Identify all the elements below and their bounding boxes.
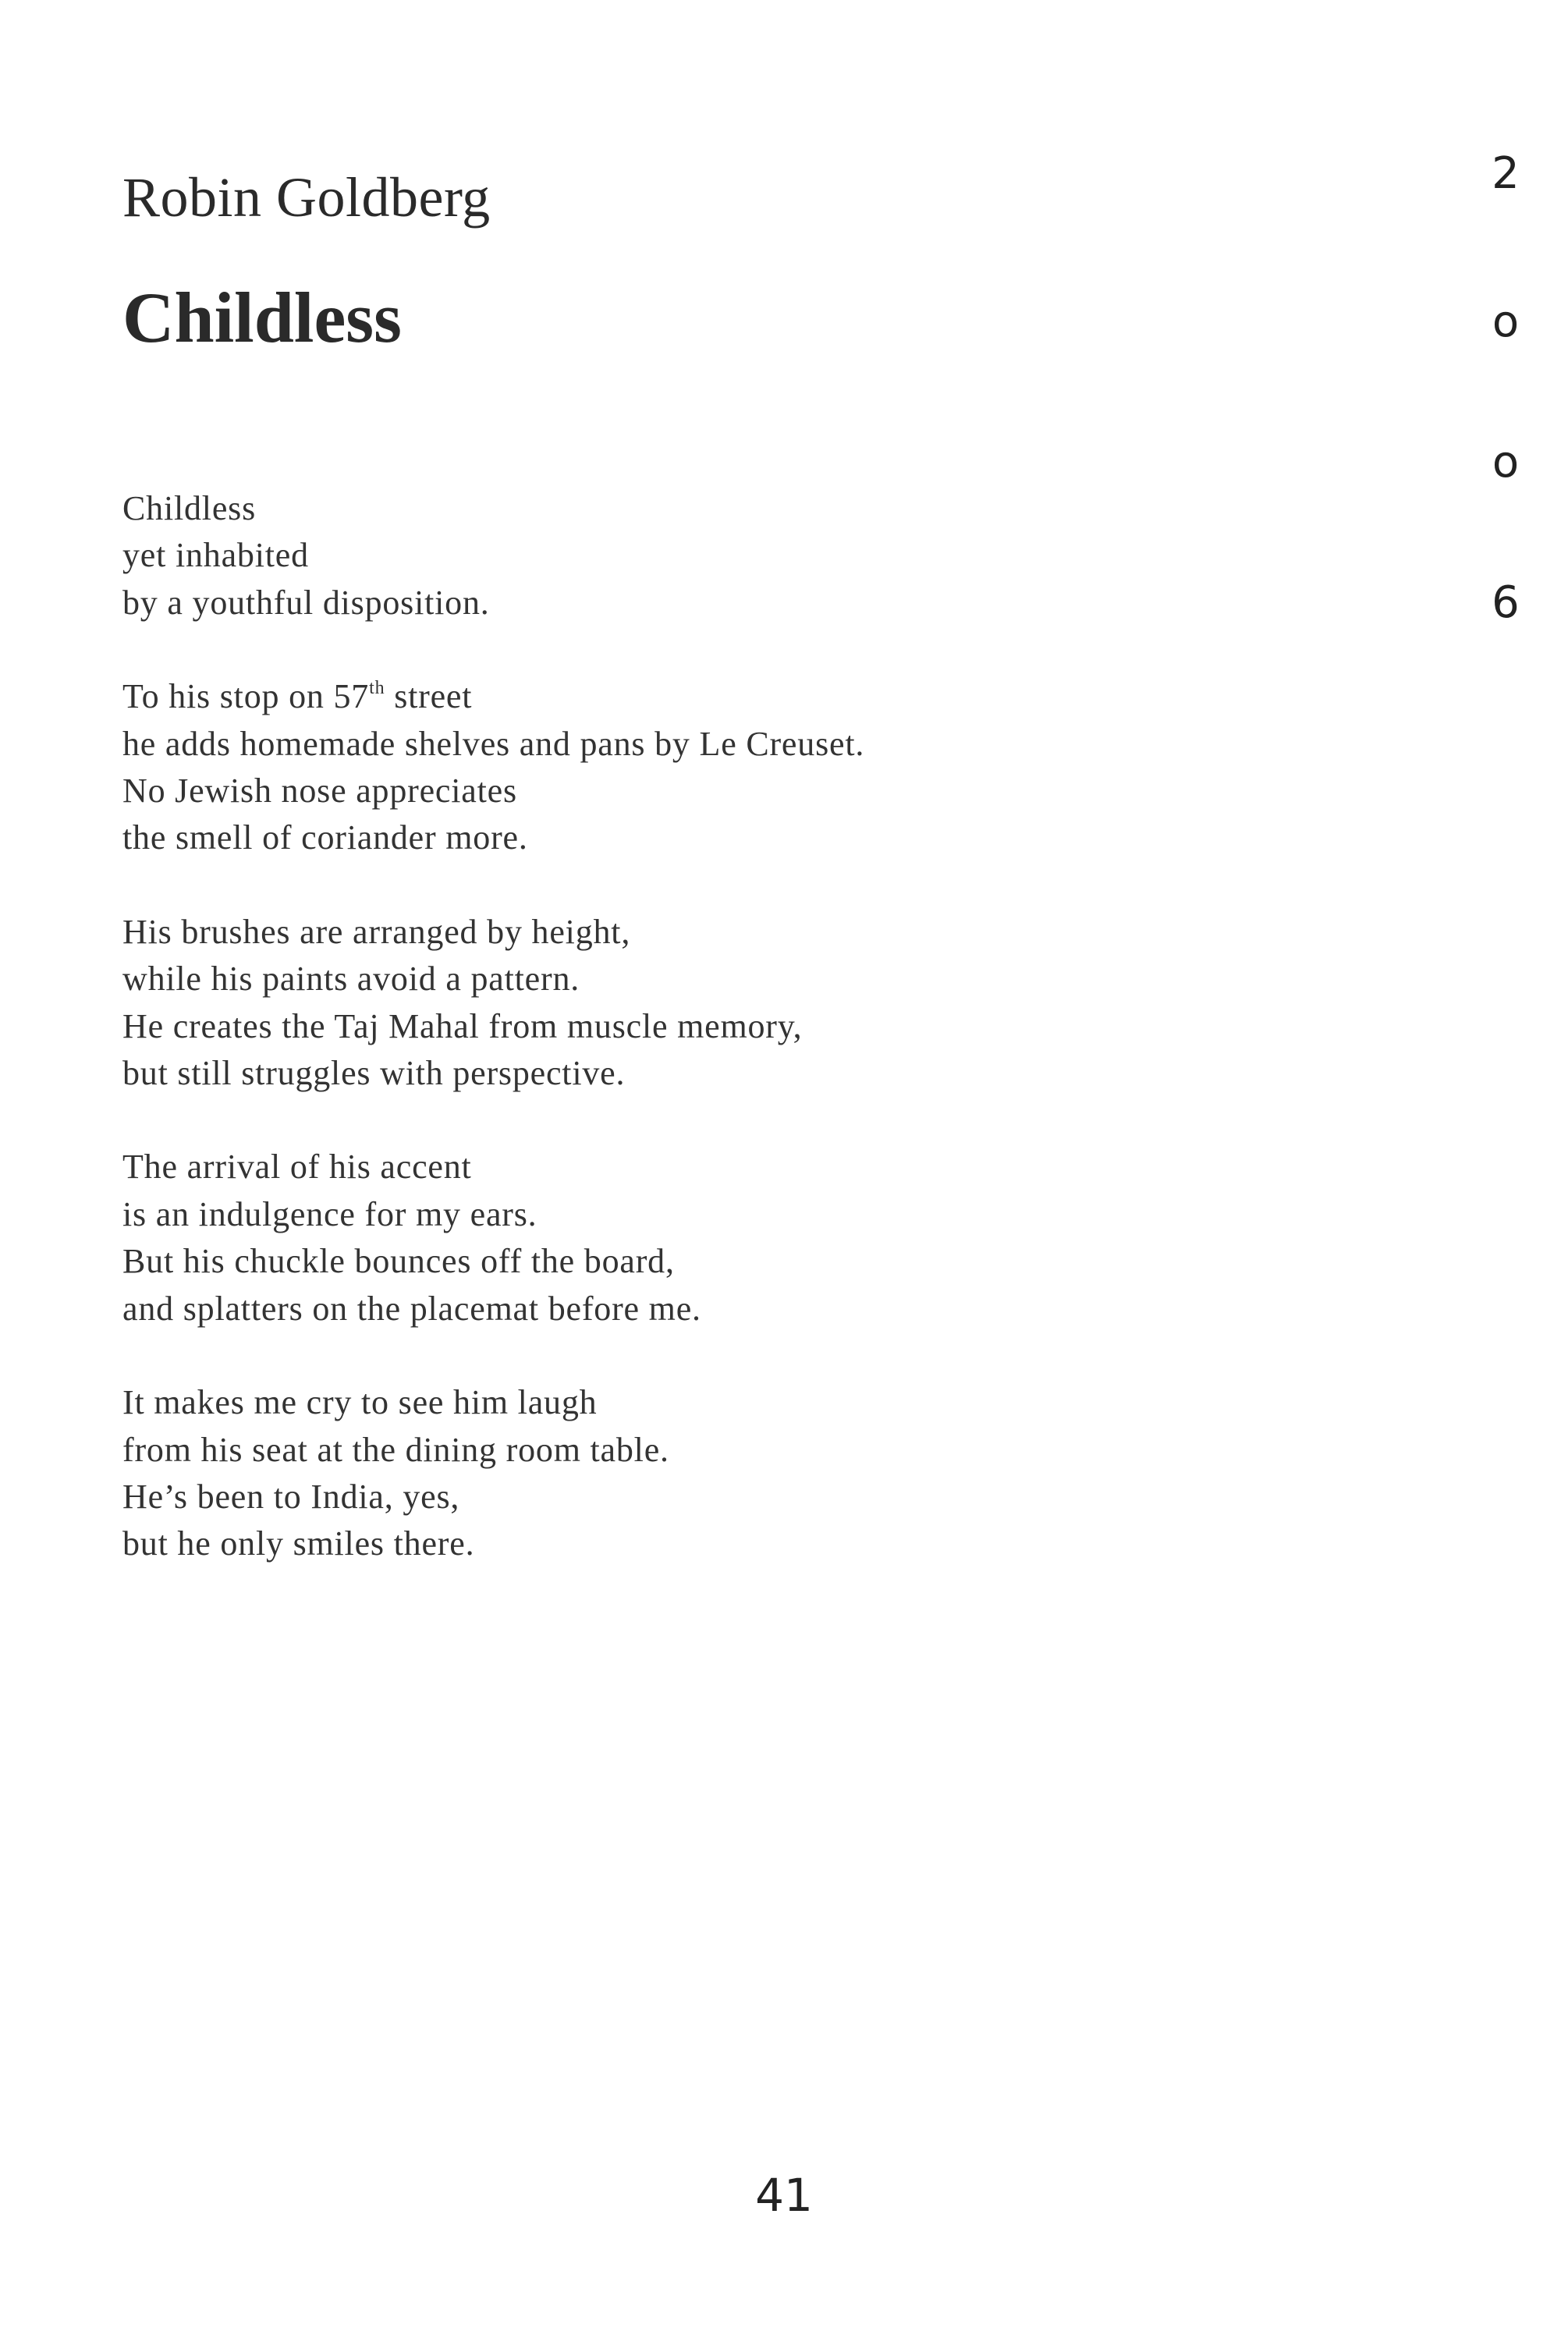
poem-body xyxy=(122,485,1410,1615)
poem-line: but still struggles with perspective. xyxy=(122,1054,626,1093)
page-number: 41 xyxy=(755,2169,813,2222)
poem-line: by a youthful disposition. xyxy=(122,583,490,622)
year-digit: 6 xyxy=(1492,577,1520,628)
poem-stanza xyxy=(122,673,1410,862)
poem-stanza xyxy=(122,485,1410,626)
poem-line: yet inhabited xyxy=(122,536,309,575)
poem-line: and splatters on the placemat before me. xyxy=(122,1289,701,1328)
year-digit: 2 xyxy=(1492,148,1520,199)
poem-line-part: To his stop on 57 xyxy=(122,677,370,716)
poem-line: is an indulgence for my ears. xyxy=(122,1194,537,1233)
poem-line: but he only smiles there. xyxy=(122,1524,475,1563)
poem-line: the smell of coriander more. xyxy=(122,818,528,857)
poem-stanza xyxy=(122,1144,1410,1332)
poem-line: His brushes are arranged by height, xyxy=(122,912,631,951)
poem-title: Childless xyxy=(122,278,402,357)
poem-line: It makes me cry to see him laugh xyxy=(122,1383,598,1422)
ordinal-suffix: th xyxy=(369,678,385,699)
poem-line: No Jewish nose appreciates xyxy=(122,772,517,811)
poem-line: He creates the Taj Mahal from muscle memory, xyxy=(122,1006,803,1045)
poem-line: But his chuckle bounces off the board, xyxy=(122,1242,675,1281)
poem-line: Childless xyxy=(122,489,256,527)
year-digit: o xyxy=(1492,437,1520,488)
year-digit: o xyxy=(1492,296,1520,347)
poem-stanza xyxy=(122,909,1410,1098)
poem-stanza xyxy=(122,1379,1410,1568)
poem-line-part: street xyxy=(385,677,473,716)
poem-line: from his seat at the dining room table. xyxy=(122,1430,669,1469)
author-name: Robin Goldberg xyxy=(122,166,491,229)
poem-line: he adds homemade shelves and pans by Le Creuset. xyxy=(122,724,865,763)
poem-line: while his paints avoid a pattern. xyxy=(122,960,580,999)
poem-line xyxy=(122,673,1410,720)
poem-line: He’s been to India, yes, xyxy=(122,1477,460,1516)
poem-line: The arrival of his accent xyxy=(122,1148,472,1187)
